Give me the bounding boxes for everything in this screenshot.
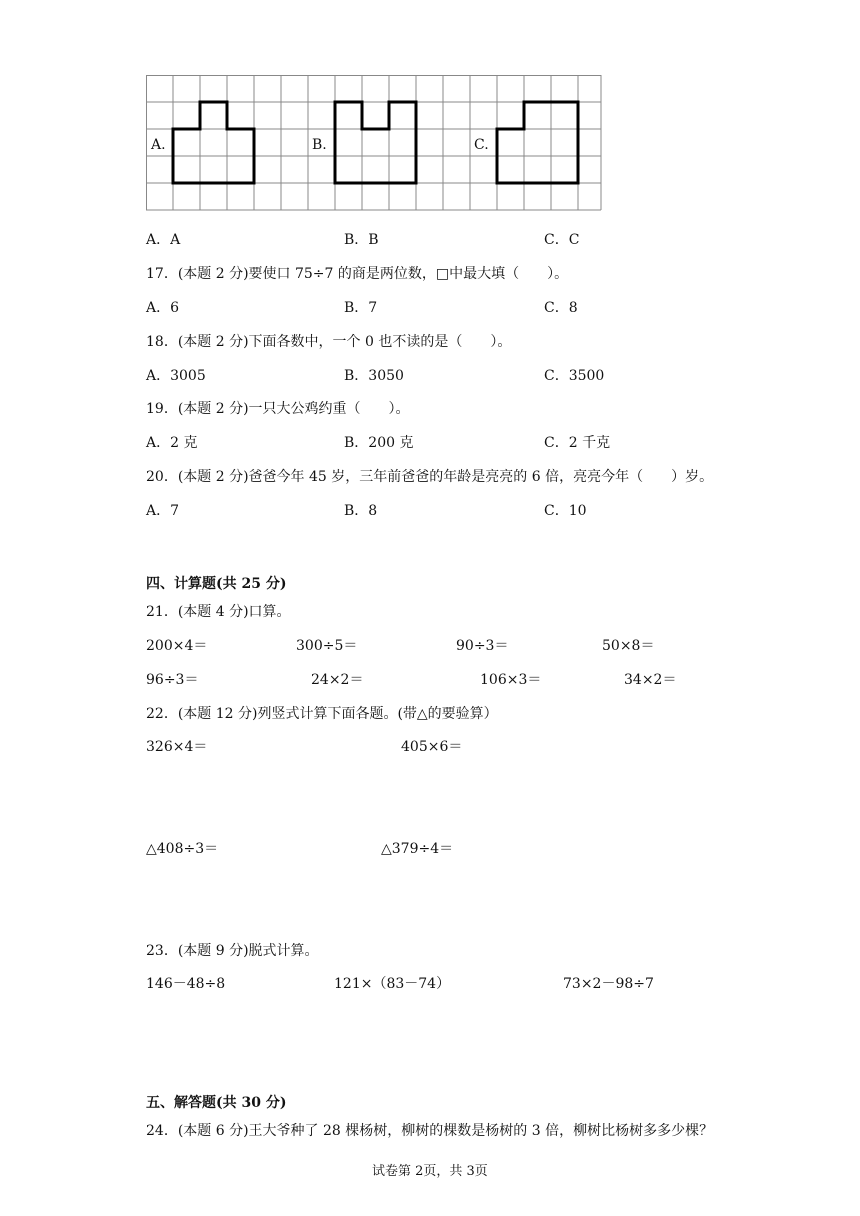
q20-stem: 20．(本题 2 分)爸爸今年 45 岁，三年前爸爸的年龄是亮亮的 6 倍，亮亮今年（ ）岁。 [146, 469, 714, 485]
q21-item: 90÷3＝ [456, 638, 509, 654]
section-4-title: 四、计算题(共 25 分) [146, 576, 287, 592]
q23-item: 146－48÷8 [146, 976, 226, 992]
shape-c-label: C. [474, 137, 489, 153]
q21-item: 34×2＝ [624, 672, 677, 688]
q16-option-c: C．C [544, 232, 580, 248]
section-5-title: 五、解答题(共 30 分) [146, 1095, 287, 1111]
q21-item: 300÷5＝ [296, 638, 358, 654]
q17-stem: 17．(本题 2 分)要使口 75÷7 的商是两位数，□中最大填（ ）。 [146, 266, 569, 282]
q18-option-a: A．3005 [146, 368, 206, 384]
q19-option-b: B．200 克 [344, 435, 414, 451]
q22-item: △379÷4＝ [381, 841, 454, 857]
q23-item: 73×2－98÷7 [563, 976, 654, 992]
q17-option-a: A．6 [146, 300, 180, 316]
page-footer: 试卷第 2页，共 3页 [372, 1164, 488, 1179]
q20-option-a: A．7 [146, 503, 180, 519]
grid-shapes-figure [146, 75, 602, 211]
q22-item: 326×4＝ [146, 739, 208, 755]
q19-stem: 19．(本题 2 分)一只大公鸡约重（ ）。 [146, 401, 410, 417]
q19-option-a: A．2 克 [146, 435, 198, 451]
q21-item: 106×3＝ [480, 672, 542, 688]
q18-option-c: C．3500 [544, 368, 605, 384]
q21-item: 200×4＝ [146, 638, 208, 654]
shape-a-outline [173, 102, 254, 183]
q20-option-b: B．8 [344, 503, 378, 519]
q17-option-b: B．7 [344, 300, 378, 316]
q24-stem: 24．(本题 6 分)王大爷种了 28 棵杨树，柳树的棵数是杨树的 3 倍，柳树比杨树多多少棵？ [146, 1123, 714, 1139]
q20-option-c: C．10 [544, 503, 587, 519]
q19-option-c: C．2 千克 [544, 435, 611, 451]
shape-b-label: B. [312, 137, 327, 153]
q23-stem: 23．(本题 9 分)脱式计算。 [146, 943, 319, 959]
grid-lines [146, 75, 601, 210]
q21-item: 96÷3＝ [146, 672, 199, 688]
q17-option-c: C．8 [544, 300, 578, 316]
q16-option-a: A．A [146, 232, 181, 248]
q18-stem: 18．(本题 2 分)下面各数中，一个 0 也不读的是（ ）。 [146, 334, 512, 350]
shape-b-outline [335, 102, 416, 183]
q22-item: △408÷3＝ [146, 841, 219, 857]
q16-option-b: B．B [344, 232, 379, 248]
q23-item: 121×（83－74） [334, 976, 451, 992]
q18-option-b: B．3050 [344, 368, 404, 384]
q21-item: 50×8＝ [602, 638, 655, 654]
shape-c-outline [497, 102, 578, 183]
shape-a-label: A. [151, 137, 166, 153]
q21-item: 24×2＝ [311, 672, 364, 688]
q21-stem: 21．(本题 4 分)口算。 [146, 604, 291, 620]
q22-stem: 22．(本题 12 分)列竖式计算下面各题。(带△的要验算） [146, 706, 498, 722]
q22-item: 405×6＝ [401, 739, 463, 755]
